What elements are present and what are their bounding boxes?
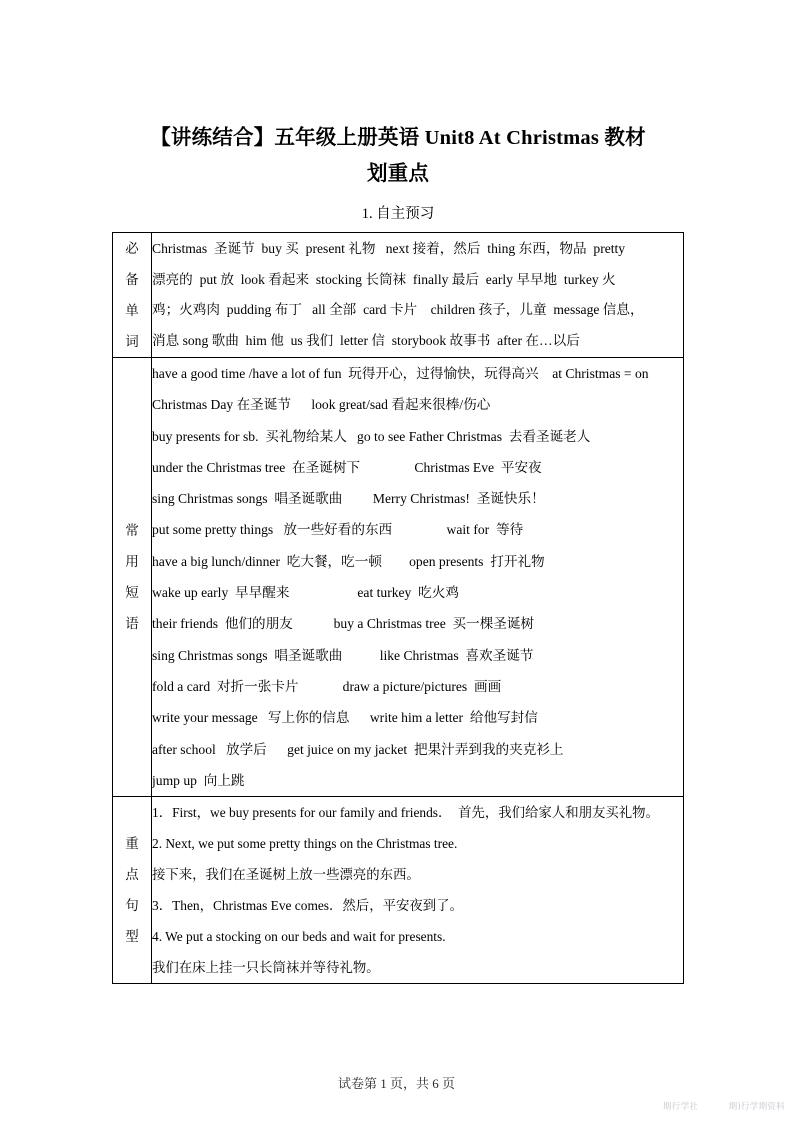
content-line: put some pretty things 放一些好看的东西 wait for 等待	[152, 522, 524, 538]
row-content-phrases	[152, 358, 684, 797]
content-line: have a good time /have a lot of fun 玩得开心，过得愉快，玩得高兴 at Christmas = on	[152, 366, 649, 381]
label-char: 句	[125, 898, 139, 914]
label-char: 型	[125, 929, 139, 945]
content-line: 消息 song 歌曲 him 他 us 我们 letter 信 storybook 故事书 after 在…以后	[152, 332, 580, 348]
label-char: 备	[125, 272, 139, 287]
watermark-right-text: 期)行学期资料	[728, 1102, 785, 1112]
watermark-left-text: 期行学社	[663, 1102, 699, 1112]
label-char: 必	[125, 241, 139, 256]
content-line: Christmas Day 在圣诞节 look great/sad 看起来很棒/伤心	[152, 397, 491, 413]
label-char: 短	[125, 585, 139, 601]
watermark	[663, 1098, 785, 1114]
label-char: 语	[125, 616, 139, 632]
page-title-line-2: 划重点	[366, 163, 430, 185]
content-line: 4. We put a stocking on our beds and wait for presents.	[152, 929, 446, 945]
label-char: 常	[125, 523, 139, 539]
label-char: 用	[125, 554, 139, 570]
content-line: 1．First，we buy presents for our family and friends． 首先，我们给家人和朋友买礼物。	[152, 805, 659, 821]
label-char: 词	[125, 334, 139, 349]
label-char: 重	[125, 836, 139, 852]
row-content-vocabulary	[152, 233, 684, 358]
page-footer: 试卷第 1 页，共 6 页	[337, 1076, 455, 1091]
page-title-line-1: 【讲练结合】五年级上册英语 Unit8 At Christmas 教材	[150, 127, 646, 149]
content-line: buy presents for sb. 买礼物给某人 go to see Father Christmas 去看圣诞老人	[152, 428, 591, 444]
label-char: 点	[125, 867, 139, 883]
content-line: 鸡；火鸡肉 pudding 布丁 all 全部 card 卡片 children 孩子，儿童 message 信息，	[152, 302, 644, 317]
content-line: 2. Next, we put some pretty things on the Christmas tree.	[152, 836, 458, 852]
table-row-vocabulary	[113, 233, 684, 358]
row-content-sentence-patterns	[152, 797, 684, 984]
content-line: sing Christmas songs 唱圣诞歌曲 like Christmas 喜欢圣诞节	[152, 647, 534, 663]
content-line: their friends 他们的朋友 buy a Christmas tree 买一棵圣诞树	[152, 616, 535, 632]
content-line: sing Christmas songs 唱圣诞歌曲 Merry Christmas! 圣诞快乐！	[152, 491, 545, 507]
table-row-phrases	[113, 358, 684, 797]
content-line: 我们在床上挂一只长筒袜并等待礼物。	[152, 960, 380, 976]
content-line: jump up 向上跳	[152, 772, 245, 788]
content-line: after school 放学后 get juice on my jacket 把果汁弄到我的夹克衫上	[152, 741, 564, 757]
row-label-phrases	[113, 358, 152, 797]
table-row-sentence-patterns	[113, 797, 684, 984]
section-heading: 1. 自主预习	[361, 206, 435, 222]
content-line: 漂亮的 put 放 look 看起来 stocking 长筒袜 finally 最后 early 早早地 turkey 火	[152, 271, 616, 287]
content-line: fold a card 对折一张卡片 draw a picture/pictures 画画	[152, 678, 502, 694]
content-line: 接下来，我们在圣诞树上放一些漂亮的东西。	[152, 867, 420, 883]
row-label-vocabulary	[113, 233, 152, 358]
label-char: 单	[125, 303, 139, 318]
content-line: have a big lunch/dinner 吃大餐，吃一顿 open presents 打开礼物	[152, 553, 545, 569]
content-table	[112, 232, 684, 984]
page-title	[112, 120, 684, 192]
row-label-sentence-patterns	[113, 797, 152, 984]
content-line: under the Christmas tree 在圣诞树下 Christmas Eve 平安夜	[152, 459, 542, 475]
content-line: write your message 写上你的信息 write him a letter 给他写封信	[152, 710, 538, 726]
content-line: 3．Then，Christmas Eve comes．然后，平安夜到了。	[152, 898, 463, 914]
content-line: wake up early 早早醒来 eat turkey 吃火鸡	[152, 585, 459, 601]
content-line: Christmas 圣诞节 buy 买 present 礼物 next 接着，然后 thing 东西，物品 pretty	[152, 241, 626, 256]
